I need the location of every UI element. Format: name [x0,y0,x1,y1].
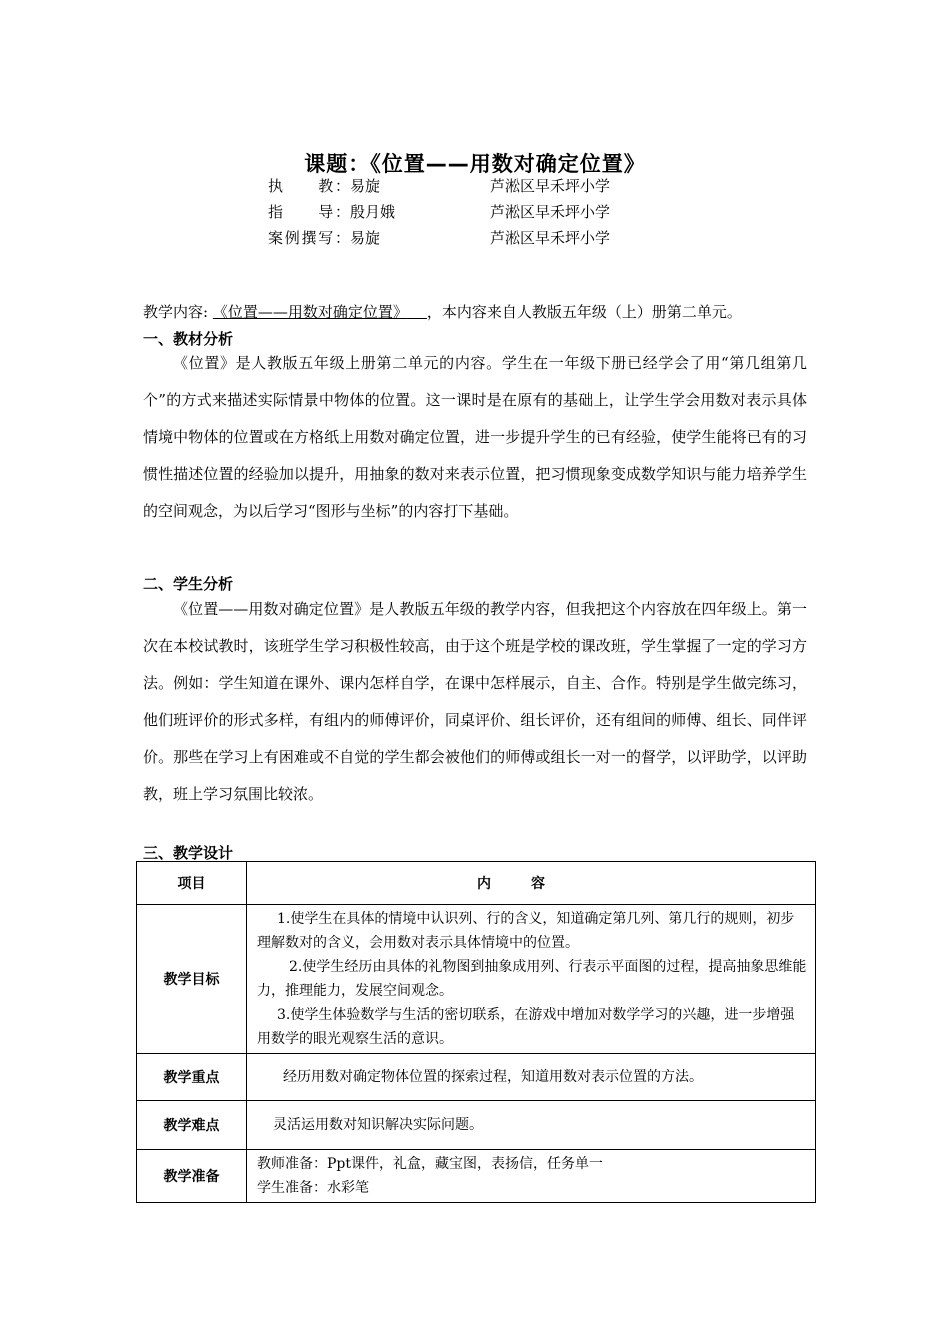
table-row-goals [137,905,816,1054]
row-label-key: 教学重点 [137,1054,247,1101]
section-heading-students: 二、学生分析 [143,575,234,593]
staff-school: 芦淞区早禾坪小学 [490,229,611,247]
row-content-difficulty: 灵活运用数对知识解决实际问题。 [247,1101,816,1150]
staff-role: 案例撰写： [268,229,350,247]
staff-row-guide [268,202,610,222]
col-header-item: 项目 [137,862,247,905]
teaching-content [143,301,742,322]
row-label-difficulty: 教学难点 [137,1101,247,1150]
table-row-key [137,1054,816,1101]
paragraph: 《位置》是人教版五年级上册第二单元的内容。学生在一年级下册已经学会了用“第几组第几个”的方式来描述实际情景中物体的位置。这一课时是在原有的基础上，让学生学会用数对表示具体情境中物体的位置或在方格纸上用数对确定位置，进一步提升学生的已有经验，使学生能将已有的习惯性描述位置的经验加以提升，用抽象的数对来表示位置，把习惯现象变成数学知识与能力培养学生的空间观念，为以后学习“图形与坐标”的内容打下基础。 [143,354,807,520]
section-text-materials [143,345,807,530]
paragraph: 《位置——用数对确定位置》是人教版五年级的教学内容，但我把这个内容放在四年级上。第一次在本校试教时，该班学生学习积极性较高，由于这个班是学校的课改班，学生掌握了一定的学习方法。例如：学生知道在课外、课内怎样自学，在课中怎样展示，自主、合作。特别是学生做完练习，他们班评价的形式多样，有组内的师傅评价，同桌评价、组长评价，还有组间的师傅、组长、同伴评价。那些在学习上有困难或不自觉的学生都会被他们的师傅或组长一对一的督学，以评助学，以评助教，班上学习氛围比较浓。 [143,600,807,803]
section-text-students [143,591,807,813]
staff-row-teacher [268,176,610,196]
staff-name: 易旋 [350,229,381,247]
design-table [136,861,816,1203]
row-content-key: 经历用数对确定物体位置的探索过程，知道用数对表示位置的方法。 [247,1054,816,1101]
staff-school: 芦淞区早禾坪小学 [490,203,611,221]
row-content-goals [247,905,816,1054]
section-heading-materials: 一、教材分析 [143,330,234,348]
staff-row-writer [268,228,610,248]
goal-item: 1.使学生在具体的情境中认识列、行的含义，知道确定第几列、第几行的规则，初步理解数对的含义，会用数对表示具体情境中的位置。 [257,911,795,951]
prep-student: 学生准备：水彩笔 [257,1180,369,1196]
staff-name: 易旋 [350,177,381,195]
col-header-content: 内容 [247,862,816,905]
table-header-row [137,862,816,905]
section-heading-design: 三、教学设计 [143,844,234,862]
table-row-prep [137,1150,816,1203]
teaching-content-rest: ，本内容来自人教版五年级（上）册第二单元。 [426,303,742,321]
row-content-prep [247,1150,816,1203]
staff-role: 执 教： [268,177,350,195]
staff-role: 指 导： [268,203,350,221]
row-label-prep: 教学准备 [137,1150,247,1203]
teaching-content-label: 教学内容: [143,303,213,321]
table-row-difficulty [137,1101,816,1150]
staff-name: 殷月娥 [350,203,396,221]
prep-teacher: 教师准备：Ppt课件，礼盒，藏宝图，表扬信，任务单一 [257,1156,604,1172]
goal-item: 3.使学生体验数学与生活的密切联系，在游戏中增加对数学学习的兴趣，进一步增强用数学的眼光观察生活的意识。 [257,1007,795,1047]
page-title: 课题：《位置——用数对确定位置》 [304,152,646,176]
teaching-content-topic: 《位置——用数对确定位置》 [212,303,408,321]
staff-school: 芦淞区早禾坪小学 [490,177,611,195]
row-label-goals: 教学目标 [137,905,247,1054]
goal-item: 2.使学生经历由具体的礼物图到抽象成用列、行表示平面图的过程，提高抽象思维能力，推理能力，发展空间观念。 [257,959,807,999]
